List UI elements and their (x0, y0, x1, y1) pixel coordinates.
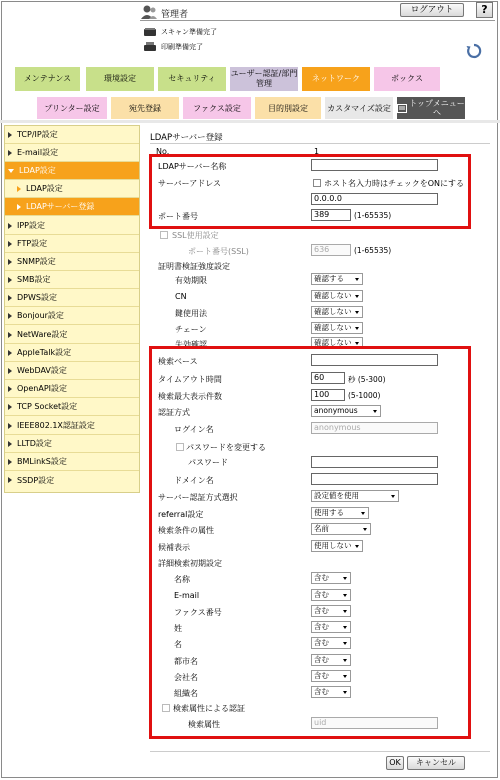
detail-select-value: 含む (314, 622, 329, 631)
detail-select-value: 含む (314, 655, 329, 664)
search-attr-select-value: 名前 (314, 524, 329, 533)
detail-row-label: 会社名 (174, 673, 198, 682)
no-label: No. (156, 147, 170, 156)
tab-network-label: ネットワーク (312, 74, 360, 83)
chevron-down-icon (355, 342, 359, 345)
cn-label: CN (175, 292, 187, 301)
chevron-right-icon (8, 259, 12, 265)
tab-printer-settings[interactable] (36, 96, 108, 120)
key-usage-select[interactable] (311, 306, 363, 318)
port-label: ポート番号 (158, 212, 198, 221)
server-address-input[interactable]: 0.0.0.0 (311, 193, 438, 205)
sidebar-subitem-ldap-settings[interactable] (5, 180, 139, 198)
tab-user-auth[interactable] (229, 66, 299, 92)
top-menu-label: トップメニューへ (409, 99, 465, 117)
tab-user-auth-label: ユーザー認証/部門管理 (230, 69, 298, 88)
sidebar-item-smb[interactable] (5, 271, 139, 289)
ok-button[interactable]: OK (386, 756, 404, 770)
sidebar-item-tcpip[interactable] (5, 126, 139, 144)
title-divider (150, 143, 490, 144)
search-attr-input[interactable]: uid (311, 717, 438, 729)
login-name-input[interactable]: anonymous (311, 422, 438, 434)
change-password-label: パスワードを変更する (186, 443, 266, 452)
detail-select-value: 含む (314, 638, 329, 647)
password-label: パスワード (188, 458, 228, 467)
chevron-right-icon (8, 277, 12, 283)
tab-box[interactable] (373, 66, 441, 92)
sidebar-item-label: SNMP設定 (17, 257, 56, 266)
host-name-check-label: ホスト名入力時はチェックをONにする (324, 179, 465, 188)
detail-select-value: 含む (314, 590, 329, 599)
scan-status-text: スキャン準備完了 (161, 28, 217, 36)
logout-button[interactable]: ログアウト (400, 3, 464, 17)
detail-select-value: 含む (314, 606, 329, 615)
server-address-label: サーバーアドレス (158, 179, 221, 188)
detail-row-label: 姓 (174, 624, 182, 633)
sidebar-item-label: AppleTalk設定 (17, 348, 72, 357)
sidebar-item-label: IPP設定 (17, 221, 46, 230)
highlight-box-server (149, 154, 471, 229)
revocation-select-value: 確認しない (314, 338, 352, 347)
sidebar-item-label: LDAP設定 (26, 184, 63, 193)
auth-method-label: 認証方式 (158, 408, 190, 417)
max-results-input[interactable]: 100 (311, 389, 345, 401)
ssl-label: SSL使用設定 (172, 231, 219, 240)
tab-address-registration-label: 宛先登録 (129, 103, 161, 113)
key-usage-label: 鍵使用法 (175, 309, 207, 318)
chevron-right-icon (17, 204, 21, 210)
chevron-right-icon (8, 404, 12, 410)
sidebar-item-ldap[interactable] (5, 162, 139, 180)
sidebar-item-ipp[interactable] (5, 217, 139, 235)
chain-label: チェーン (175, 325, 207, 334)
top-menu-button[interactable] (396, 96, 466, 120)
auth-method-select-value: anonymous (314, 406, 358, 415)
ssl-port-range: (1-65535) (354, 246, 392, 255)
tab-network[interactable] (301, 66, 371, 92)
chevron-right-icon (8, 132, 12, 138)
sidebar-item-netware[interactable] (5, 326, 139, 344)
tab-customize-settings[interactable] (324, 96, 394, 120)
chevron-down-icon (355, 278, 359, 281)
sidebar-item-ieee8021x[interactable] (5, 417, 139, 435)
candidate-select-value: 使用しない (314, 541, 352, 550)
search-attr-field-label: 検索属性 (188, 720, 220, 729)
sidebar-item-label: FTP設定 (17, 239, 48, 248)
tab-maintenance[interactable] (14, 66, 81, 92)
server-name-label: LDAPサーバー名称 (158, 162, 227, 171)
tab-bar-divider (0, 120, 500, 123)
tab-environment[interactable] (85, 66, 155, 92)
detail-row-label: 名称 (174, 575, 190, 584)
sidebar-item-dpws[interactable] (5, 289, 139, 307)
print-status (143, 42, 203, 52)
sidebar-item-label: TCP Socket設定 (17, 402, 78, 411)
sidebar-item-label: BMLinkS設定 (17, 457, 67, 466)
cn-select[interactable] (311, 290, 363, 302)
tab-printer-settings-label: プリンター設定 (44, 103, 100, 113)
admin-user-icon (140, 4, 158, 20)
tab-environment-label: 環境設定 (104, 74, 136, 83)
sidebar-item-appletalk[interactable] (5, 344, 139, 362)
chevron-right-icon (8, 332, 12, 338)
tab-box-label: ボックス (391, 74, 423, 83)
tab-security[interactable] (157, 66, 227, 92)
sidebar-item-bmlinks[interactable] (5, 453, 139, 471)
chevron-right-icon (8, 150, 12, 156)
chevron-right-icon (8, 477, 12, 483)
validity-select-value: 確認する (314, 274, 344, 283)
user-role-label: 管理者 (161, 10, 189, 20)
scan-status (143, 27, 217, 37)
ssl-port-label: ポート番号(SSL) (188, 247, 249, 256)
validity-select[interactable] (311, 273, 363, 285)
cert-verify-label: 証明書検証強度設定 (158, 262, 230, 271)
validity-label: 有効期限 (175, 276, 207, 285)
detail-row-label: 名 (174, 640, 182, 649)
tab-fax-settings[interactable] (182, 96, 252, 120)
printer-icon (143, 42, 157, 52)
key-usage-select-value: 確認しない (314, 307, 352, 316)
timeout-input[interactable]: 60 (311, 372, 345, 384)
tab-customize-settings-label: カスタマイズ設定 (327, 103, 391, 113)
tab-maintenance-label: メンテナンス (23, 74, 72, 83)
chevron-down-icon (355, 327, 359, 330)
chain-select-value: 確認しない (314, 323, 352, 332)
candidate-label: 候補表示 (158, 543, 190, 552)
top-menu-icon (397, 104, 407, 113)
sidebar-item-label: OpenAPI設定 (17, 384, 68, 393)
sidebar-item-label: TCP/IP設定 (17, 130, 58, 139)
refresh-icon[interactable] (466, 43, 482, 59)
detail-row-label: E-mail (174, 591, 200, 600)
cn-select-value: 確認しない (314, 291, 352, 300)
chevron-right-icon (8, 386, 12, 392)
cancel-button[interactable]: キャンセル (407, 756, 465, 770)
domain-label: ドメイン名 (174, 476, 214, 485)
detail-row-label: 組織名 (174, 689, 198, 698)
chevron-down-icon (355, 295, 359, 298)
chevron-right-icon (8, 441, 12, 447)
sidebar-item-label: WebDAV設定 (17, 366, 67, 375)
sidebar-item-label: Bonjour設定 (17, 311, 64, 320)
tab-address-registration[interactable] (110, 96, 180, 120)
scanner-icon (143, 27, 157, 37)
sidebar-item-label: DPWS設定 (17, 293, 57, 302)
sidebar-item-ftp[interactable] (5, 235, 139, 253)
attr-auth-label: 検索属性による認証 (173, 704, 245, 713)
search-base-label: 検索ベース (158, 357, 198, 366)
tab-purpose-settings-label: 目的別設定 (268, 103, 308, 113)
revocation-label: 失効確認 (175, 340, 207, 349)
port-range: (1-65535) (354, 211, 392, 220)
print-status-text: 印刷準備完了 (161, 43, 203, 51)
sidebar-item-snmp[interactable] (5, 253, 139, 271)
detail-select-value: 含む (314, 687, 329, 696)
detail-row-label: ファクス番号 (174, 608, 222, 617)
sidebar-item-label: SSDP設定 (17, 475, 55, 485)
timeout-label: タイムアウト時間 (158, 375, 222, 384)
chevron-right-icon (8, 241, 12, 247)
detail-row-label: 都市名 (174, 657, 198, 666)
help-button[interactable]: ? (476, 2, 493, 18)
tab-fax-settings-label: ファクス設定 (193, 103, 241, 113)
ssl-checkbox[interactable] (160, 231, 168, 239)
header-divider (140, 20, 495, 21)
referral-select-value: 使用する (314, 508, 344, 517)
sidebar-item-label: IEEE802.1X認証設定 (17, 421, 95, 430)
sidebar-item-lltd[interactable] (5, 435, 139, 453)
page-title: LDAPサーバー登録 (150, 133, 223, 143)
sidebar-item-tcp-socket[interactable] (5, 398, 139, 416)
chevron-right-icon (8, 423, 12, 429)
sidebar (4, 125, 140, 493)
max-results-label: 検索最大表示件数 (158, 392, 222, 401)
chevron-down-icon (355, 311, 359, 314)
chevron-right-icon (8, 313, 12, 319)
chevron-right-icon (17, 186, 21, 192)
timeout-unit: 秒 (5-300) (348, 375, 386, 384)
sidebar-item-bonjour[interactable] (5, 307, 139, 325)
sidebar-item-webdav[interactable] (5, 362, 139, 380)
sidebar-item-email[interactable] (5, 144, 139, 162)
ssl-port-input[interactable]: 636 (311, 244, 351, 256)
tab-purpose-settings[interactable] (254, 96, 322, 120)
sidebar-subitem-ldap-server-registration[interactable] (5, 198, 139, 216)
referral-label: referral設定 (158, 510, 204, 519)
sidebar-item-label: LDAP設定 (19, 166, 56, 175)
highlight-box-search (149, 346, 471, 739)
no-value: 1 (314, 147, 320, 156)
sidebar-item-label: LDAPサーバー登録 (26, 202, 95, 211)
footer-divider (150, 751, 490, 752)
detail-search-label: 詳細検索初期設定 (158, 559, 222, 568)
sidebar-item-ssdp[interactable] (5, 471, 139, 489)
sidebar-item-label: NetWare設定 (17, 330, 68, 339)
server-auth-label: サーバー認証方式選択 (158, 493, 238, 502)
chevron-right-icon (8, 459, 12, 465)
max-results-range: (5-1000) (348, 391, 381, 400)
chain-select[interactable] (311, 322, 363, 334)
sidebar-item-openapi[interactable] (5, 380, 139, 398)
port-input[interactable]: 389 (311, 209, 351, 221)
detail-select-value: 含む (314, 573, 329, 582)
sidebar-item-label: E-mail設定 (17, 148, 59, 157)
sidebar-item-label: SMB設定 (17, 275, 51, 284)
server-auth-select-value: 設定値を使用 (314, 491, 359, 500)
sidebar-item-label: LLTD設定 (17, 439, 52, 448)
search-attr-label: 検索条件の属性 (158, 526, 214, 535)
login-name-label: ログイン名 (174, 425, 214, 434)
chevron-down-icon (8, 169, 14, 173)
chevron-right-icon (8, 350, 12, 356)
chevron-right-icon (8, 295, 12, 301)
detail-select-value: 含む (314, 671, 329, 680)
tab-security-label: セキュリティ (168, 74, 216, 83)
chevron-right-icon (8, 223, 12, 229)
chevron-right-icon (8, 368, 12, 374)
